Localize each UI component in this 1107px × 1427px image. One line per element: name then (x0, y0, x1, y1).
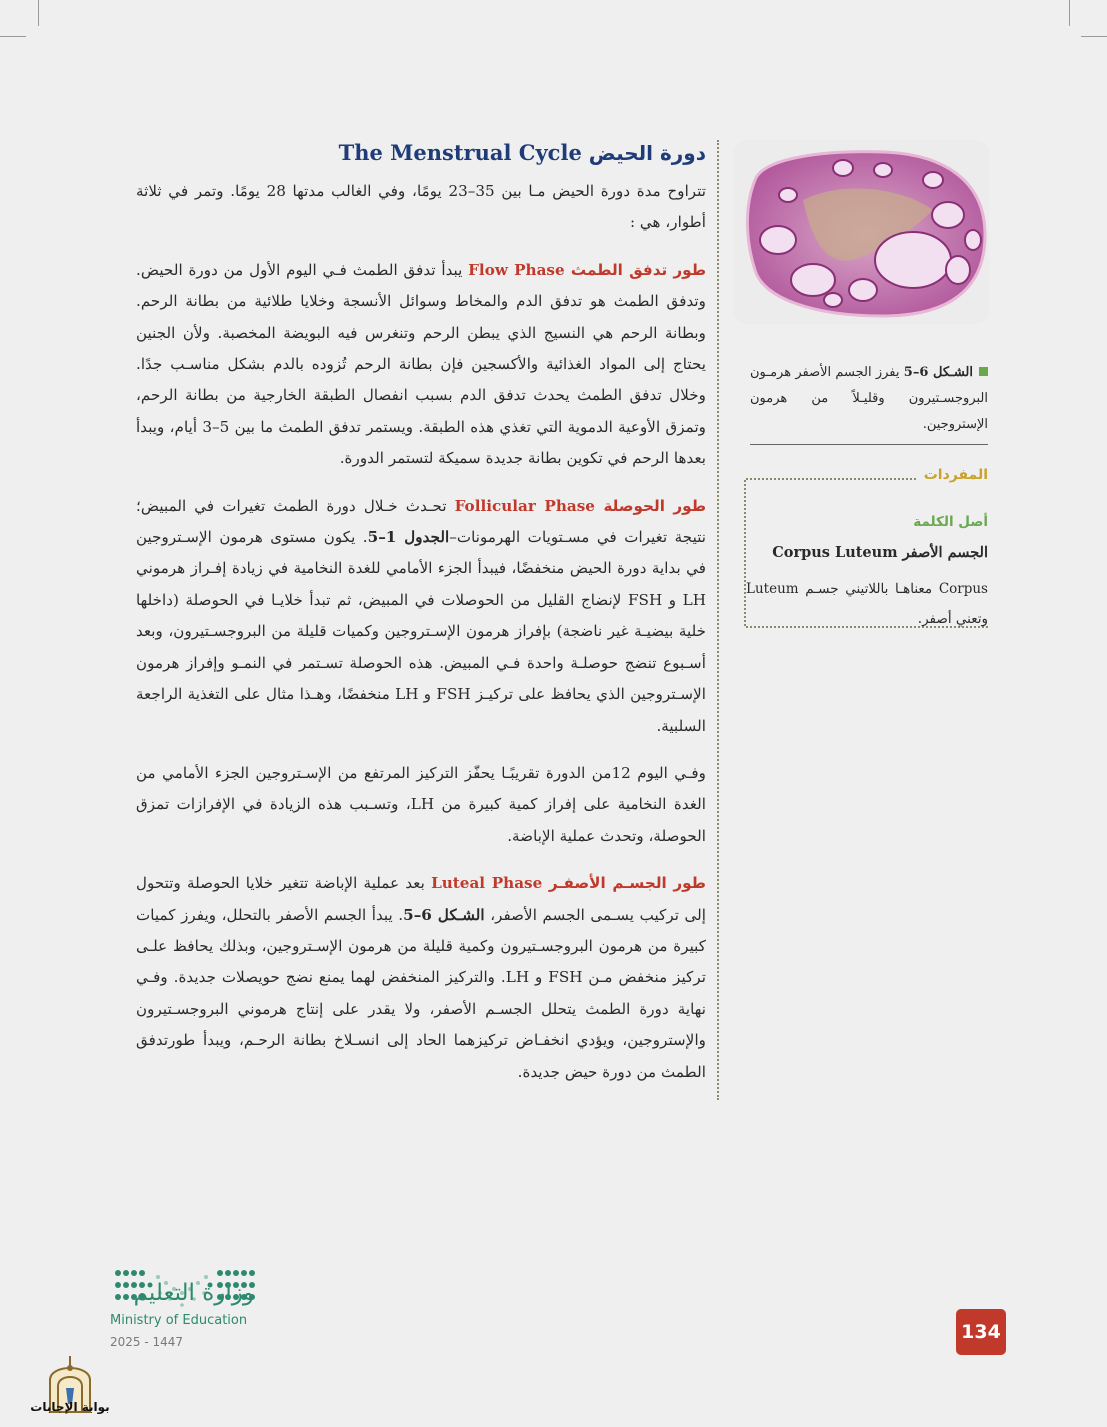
caption-marker (979, 367, 988, 376)
crop-mark (1081, 36, 1107, 37)
follicular-phase-lead-en: Follicular Phase (454, 496, 595, 515)
caption-text: يفرز الجسم الأصفر هرمـون البروجسـتيرون وقليـلاً من هرمون الإستروجين. (750, 365, 988, 432)
figure-reference[interactable]: الشـكل 6–5 (403, 905, 485, 924)
flow-phase-lead-en: Flow Phase (468, 260, 565, 279)
watermark-text: بوابة الإجابات (30, 1400, 110, 1414)
luteal-phase-lead (431, 874, 706, 892)
luteal-phase-lead-ar: طور الجسـم الأصفـر (548, 874, 706, 893)
crop-mark (38, 0, 39, 26)
table-reference[interactable]: الجدول 1–5 (367, 528, 450, 547)
crop-mark (1069, 0, 1070, 26)
vocabulary-term (746, 544, 988, 561)
ministry-name-en: Ministry of Education (110, 1313, 248, 1328)
follicular-phase-text-a: تحـدث خـلال دورة الطمث تغيرات في المبيض؛ نتيجة تغيرات في مسـتويات الهرمونات– (136, 496, 707, 547)
luteal-phase-text-b: . يبدأ الجسم الأصفر بالتحلل، ويفرز كميات كبيرة من هرمون البروجسـتيرون وكمية قليلة من هرمون الإسـتروجين، وبذلك يحافظ علـى تركيز منخفض مـن FSH و LH. والتركيز المنخفض لهما يمنع نضج حويصلات جديدة. وفـي نهاية دورة الطمث يتحلل الجسـم الأصفر، ولا يقدر على إنتاج هرموني البروجسـتيرون والإستروجين، ويؤدي انخفـاض تركيزهما الحاد إلى انسـلاخ بطانة الرحـم، ويبدأ طورتدفق الطمث من دورة حيض جديدة. (136, 905, 706, 1081)
main-column (136, 138, 706, 1104)
intro-paragraph: تتراوح مدة دورة الحيض مـا بين 35–23 يومًا، وفي الغالب مدتها 28 يومًا. وتمر في ثلاثة أطوار، هي : (136, 182, 707, 232)
ovulation-paragraph: وفـي اليوم 12من الدورة تقريبًـا يحفّز التركيز المرتفع من الإسـتروجين الجزء الأمامي من الغدة النخامية على إفراز كمية كبيرة من LH، وتسـبب هذه الزيادة في الإفرازات تمزق الحوصلة، وتحدث عملية الإباضة. (136, 763, 706, 845)
section-title-en: The Menstrual Cycle (338, 140, 582, 165)
figure-caption (750, 360, 988, 445)
flow-phase-lead-ar: طور تدفق الطمث (570, 260, 706, 279)
micrograph-image (733, 140, 989, 324)
word-origin-heading: أصل الكلمة (913, 514, 988, 530)
crop-mark (0, 36, 26, 37)
vocabulary-box (746, 467, 988, 628)
follicular-phase-paragraph (136, 491, 706, 742)
follicular-phase-lead-ar: طور الحوصلة (603, 496, 706, 515)
flow-phase-text: يبدأ تدفق الطمث فـي اليوم الأول من دورة الحيض. وتدفق الطمث هو تدفق الدم والمخاط وسوائل الأنسجة وخلايا طلائية من بطانة الرحم. وبطانة الرحم هي النسيج الذي يبطن الرحم وتنغرس فيه البويضة المخصبة. ولأن الجنين يحتاج إلى المواد الغذائية والأكسجين فإن بطانة الرحم تُزوده بالدم بشكل مناسـب جدًا. وخلال تدفق الطمث يحدث تدفق الدم بسبب انفصال الطبقة الخارجية من بطانة الرحم، وتمزق الأوعية الدموية التي تغذي هذه الطبقة. ويستمر تدفق الطمث ما بين 5–3 أيام، ويبدأ بعدها الرحم في تكوين بطانة جديدة سميكة لتستمر الدورة. (136, 260, 707, 468)
vocabulary-term-ar: الجسم الأصفر (902, 544, 988, 561)
vocabulary-term-en: Corpus Luteum (772, 544, 898, 561)
flow-phase-paragraph (136, 255, 706, 475)
luteal-phase-lead-en: Luteal Phase (431, 874, 543, 893)
ministry-year: 2025 - 1447 (110, 1335, 184, 1349)
ministry-name-ar: وزارة التعليم (133, 1280, 254, 1306)
follicular-phase-lead (455, 497, 706, 515)
vocabulary-definition: Corpus معناهـا باللاتيني جسـم Luteum وتعني أصفر. (746, 581, 988, 627)
figure-label: الشـكل 6–5 (903, 365, 974, 380)
vocabulary-heading: المفردات (918, 467, 988, 483)
page-number: 134 (956, 1309, 1006, 1355)
section-title (136, 138, 706, 168)
corpus-luteum-micrograph (733, 140, 989, 324)
flow-phase-lead (468, 261, 706, 279)
luteal-phase-paragraph (136, 868, 706, 1088)
column-divider (717, 140, 719, 1100)
follicular-phase-text-b: . يكون مستوى هرمون الإسـتروجين في بداية دورة الحيض منخفضًا، فيبدأ الجزء الأمامي للغدة النخامية في زيادة إفـراز هرموني LH و FSH لإنضاج القليل من الحوصلات في المبيض، ثم تبدأ خلايـا في الحوصلة (داخلها خلية بيضيـة غير ناضجة) بإفراز هرمون الإسـتروجين وكميات قليلة من البروجسـتيرون، وبعد أسـبوع تنضج حوصلـة واحدة فـي المبيض. هذه الحوصلة تسـتمر في النمـو وإفراز هرمون الإسـتروجين الذي يحافظ على تركيـز FSH و LH منخفضًا، وهـذا مثال على التغذية الراجعة السلبية. (136, 528, 706, 735)
section-title-ar: دورة الحيض (588, 141, 706, 165)
luteal-phase-text-a: بعد عملية الإباضة تتغير خلايا الحوصلة وتتحول إلى تركيب يسـمى الجسم الأصفر، (136, 874, 706, 924)
